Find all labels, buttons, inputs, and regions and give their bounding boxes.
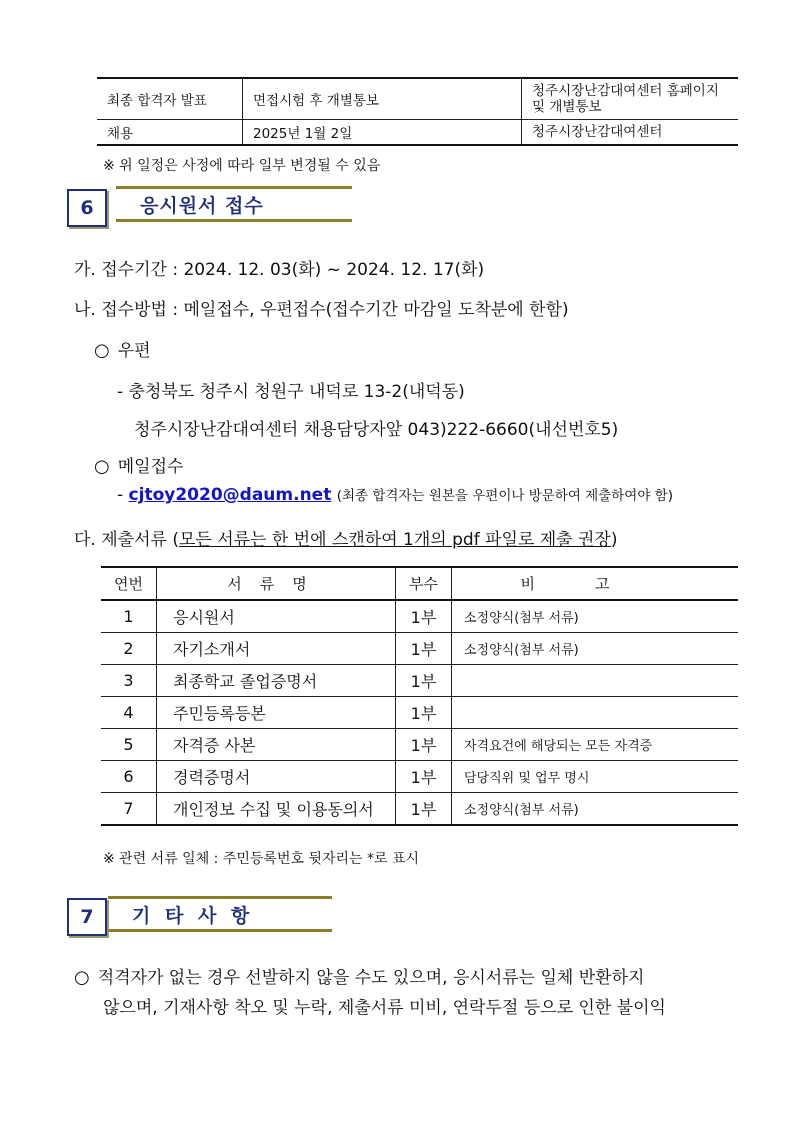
doc-no: 6 [101, 761, 157, 793]
doc-remarks: 소정양식(첨부 서류) [452, 793, 739, 826]
schedule-note: ※ 위 일정은 사정에 따라 일부 변경될 수 있음 [103, 158, 381, 174]
mail-label: 메일접수 [117, 457, 184, 477]
table-row [101, 600, 738, 633]
mail-option [94, 452, 183, 477]
section-7-title: 기 타 사 항 [108, 896, 332, 932]
doc-no: 3 [101, 665, 157, 697]
table-row [101, 697, 738, 729]
doc-name: 자격증 사본 [157, 729, 396, 761]
schedule-method: 청주시장난감대여센터 [522, 120, 739, 146]
header-name: 서류명 [157, 567, 396, 600]
other-notes-line1 [74, 963, 644, 988]
circle-bullet-icon: ○ [74, 967, 90, 988]
post-option [94, 336, 151, 361]
doc-name: 주민등록등본 [157, 697, 396, 729]
doc-no: 5 [101, 729, 157, 761]
doc-no: 1 [101, 600, 157, 633]
application-period: 가. 접수기간 : 2024. 12. 03(화) ~ 2024. 12. 17(화) [74, 260, 485, 280]
circle-bullet-icon: ○ [94, 340, 110, 361]
doc-copies: 1부 [396, 697, 452, 729]
post-label: 우편 [117, 341, 151, 361]
doc-name: 개인정보 수집 및 이용동의서 [157, 793, 396, 826]
schedule-timing: 면접시험 후 개별통보 [243, 78, 522, 120]
doc-copies: 1부 [396, 793, 452, 826]
table-row [101, 793, 738, 826]
documents-suffix: ) [610, 530, 618, 550]
table-row [101, 761, 738, 793]
other-notes-line2: 않으며, 기재사항 착오 및 누락, 제출서류 미비, 연락두절 등으로 인한 불이익 [103, 998, 666, 1018]
doc-no: 7 [101, 793, 157, 826]
table-row [101, 665, 738, 697]
table-row [97, 120, 738, 146]
email-line [117, 484, 673, 505]
documents-note: ※ 관련 서류 일체 : 주민등록번호 뒷자리는 *로 표시 [103, 851, 420, 867]
doc-remarks: 소정양식(첨부 서류) [452, 633, 739, 665]
doc-name: 최종학교 졸업증명서 [157, 665, 396, 697]
documents-recommendation: 모든 서류는 한 번에 스캔하여 1개의 pdf 파일로 제출 권장 [178, 530, 611, 550]
header-remarks: 비고 [452, 567, 739, 600]
table-header-row [101, 567, 738, 600]
section-6-number: 6 [67, 189, 107, 227]
email-dash: - [117, 485, 124, 505]
post-recipient: 청주시장난감대여센터 채용담당자앞 043)222-6660(내선번호5) [134, 420, 619, 440]
section-6-title: 응시원서 접수 [116, 186, 352, 222]
doc-remarks [452, 665, 739, 697]
email-note: (최종 합격자는 원본을 우편이나 방문하여 제출하여야 함) [336, 488, 673, 504]
post-address: - 충청북도 청주시 청원구 내덕로 13-2(내덕동) [117, 382, 465, 402]
documents-prefix: 다. 제출서류 ( [74, 530, 179, 550]
doc-remarks: 소정양식(첨부 서류) [452, 600, 739, 633]
schedule-timing: 2025년 1월 2일 [243, 120, 522, 146]
doc-copies: 1부 [396, 600, 452, 633]
schedule-method-line2: 및 개별통보 [532, 99, 602, 115]
schedule-stage: 채용 [97, 120, 243, 146]
doc-remarks [452, 697, 739, 729]
section-7-number: 7 [67, 898, 107, 936]
table-row [101, 633, 738, 665]
doc-remarks: 담당직위 및 업무 명시 [452, 761, 739, 793]
doc-name: 자기소개서 [157, 633, 396, 665]
doc-name: 경력증명서 [157, 761, 396, 793]
circle-bullet-icon: ○ [94, 456, 110, 477]
doc-copies: 1부 [396, 633, 452, 665]
doc-copies: 1부 [396, 761, 452, 793]
email-link[interactable]: cjtoy2020@daum.net [128, 485, 332, 505]
other-notes-text1: 적격자가 없는 경우 선발하지 않을 수도 있으며, 응시서류는 일체 반환하지 [97, 968, 645, 988]
doc-no: 4 [101, 697, 157, 729]
schedule-stage: 최종 합격자 발표 [97, 78, 243, 120]
documents-heading [74, 525, 618, 550]
schedule-method [522, 78, 739, 120]
schedule-table [97, 77, 738, 146]
documents-table [101, 566, 738, 826]
doc-name: 응시원서 [157, 600, 396, 633]
table-row [97, 78, 738, 120]
header-copies: 부수 [396, 567, 452, 600]
table-row [101, 729, 738, 761]
doc-copies: 1부 [396, 665, 452, 697]
application-method: 나. 접수방법 : 메일접수, 우편접수(접수기간 마감일 도착분에 한함) [74, 300, 569, 320]
doc-copies: 1부 [396, 729, 452, 761]
doc-remarks: 자격요건에 해당되는 모든 자격증 [452, 729, 739, 761]
header-no: 연번 [101, 567, 157, 600]
schedule-method-line1: 청주시장난감대여센터 홈페이지 [532, 83, 719, 99]
doc-no: 2 [101, 633, 157, 665]
